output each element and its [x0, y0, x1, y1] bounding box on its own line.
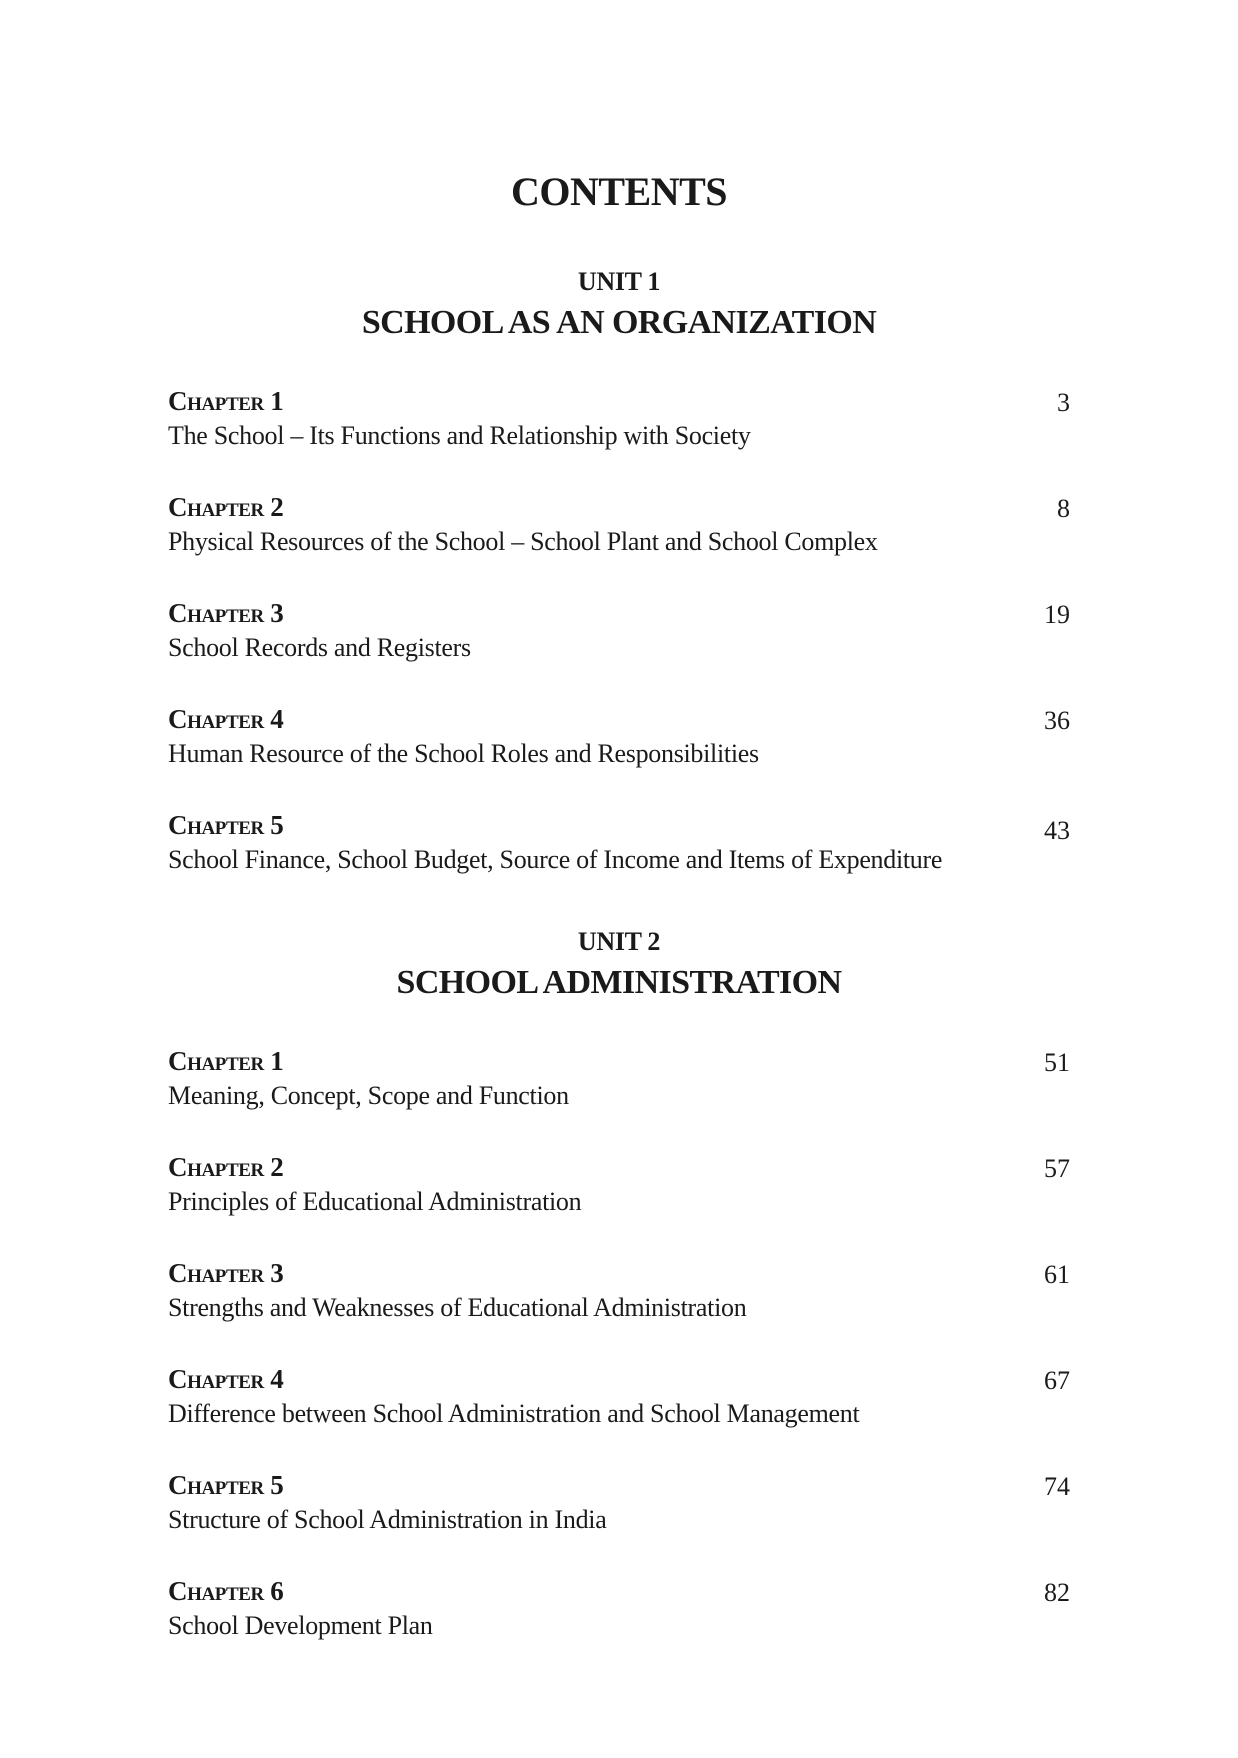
toc-entry[interactable] [168, 1150, 1068, 1220]
page-number: 74 [1044, 1472, 1070, 1501]
chapter-label: Chapter 4 [168, 1364, 284, 1394]
page-number: 57 [1044, 1154, 1070, 1183]
unit-label: UNIT 2 [577, 927, 661, 956]
chapter-title[interactable]: The School – Its Functions and Relationship with Society [168, 421, 751, 450]
page-number: 51 [1044, 1048, 1070, 1077]
chapter-label: Chapter 6 [168, 1576, 284, 1606]
page-number: 19 [1044, 600, 1070, 629]
toc-entry[interactable] [168, 490, 1068, 560]
chapter-label: Chapter 5 [168, 810, 284, 840]
chapter-label: Chapter 4 [168, 704, 284, 734]
page-number: 3 [1057, 388, 1070, 417]
chapter-label: Chapter 5 [168, 1470, 284, 1500]
toc-entry[interactable] [168, 1362, 1068, 1432]
toc-entry[interactable] [168, 596, 1068, 666]
toc-entry[interactable] [168, 1574, 1068, 1644]
page-number: 67 [1044, 1366, 1070, 1395]
chapter-title[interactable]: Difference between School Administration and School Management [168, 1399, 860, 1428]
chapter-title[interactable]: Human Resource of the School Roles and Responsibilities [168, 739, 759, 768]
unit-title: SCHOOL ADMINISTRATION [396, 964, 842, 1001]
page-number: 8 [1057, 494, 1070, 523]
toc-entry[interactable] [168, 384, 1068, 454]
toc-entry[interactable] [168, 1468, 1068, 1538]
toc-entry[interactable] [168, 1044, 1068, 1114]
page-number: 82 [1044, 1578, 1070, 1607]
chapter-label: Chapter 3 [168, 598, 284, 628]
unit-label: UNIT 1 [577, 267, 661, 296]
chapter-title[interactable]: Principles of Educational Administration [168, 1187, 582, 1216]
unit-heading [0, 926, 1238, 1005]
chapter-title[interactable]: Structure of School Administration in India [168, 1505, 607, 1534]
chapter-title[interactable]: Strengths and Weaknesses of Educational Administration [168, 1293, 747, 1322]
chapter-title[interactable]: Physical Resources of the School – School Plant and School Complex [168, 527, 878, 556]
chapter-title[interactable]: School Finance, School Budget, Source of Income and Items of Expenditure [168, 845, 943, 874]
chapter-label: Chapter 2 [168, 1152, 284, 1182]
unit-heading [0, 266, 1238, 345]
page-title: CONTENTS [510, 169, 728, 214]
chapter-label: Chapter 2 [168, 492, 284, 522]
page-number: 36 [1044, 706, 1070, 735]
chapter-label: Chapter 1 [168, 1046, 284, 1076]
page-number: 61 [1044, 1260, 1070, 1289]
chapter-label: Chapter 1 [168, 386, 284, 416]
chapter-title[interactable]: School Development Plan [168, 1611, 433, 1640]
unit-title: SCHOOL AS AN ORGANIZATION [361, 304, 877, 341]
chapter-title[interactable]: School Records and Registers [168, 633, 471, 662]
toc-entry[interactable] [168, 702, 1068, 772]
toc-entry[interactable] [168, 808, 1068, 878]
chapter-label: Chapter 3 [168, 1258, 284, 1288]
page-number: 43 [1044, 816, 1070, 845]
chapter-title[interactable]: Meaning, Concept, Scope and Function [168, 1081, 569, 1110]
toc-entry[interactable] [168, 1256, 1068, 1326]
